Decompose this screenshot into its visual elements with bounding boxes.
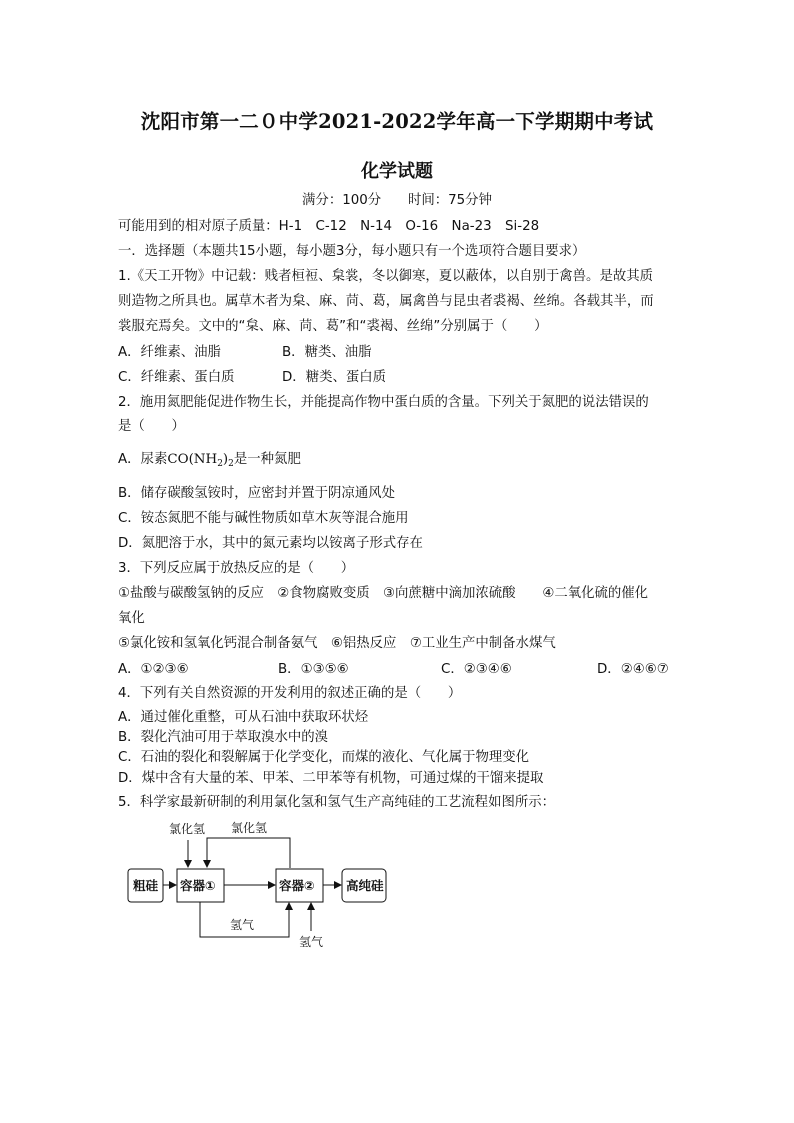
q4-option-a: A．通过催化重整，可从石油中获取环状烃	[118, 710, 369, 725]
vessel1-label: 容器①	[180, 878, 216, 893]
q2-option-b: B．储存碳酸氢铵时，应密封并置于阴凉通风处	[118, 486, 395, 501]
q2-line2: 是（ ）	[118, 419, 185, 434]
urea-formula-sub: 2	[217, 459, 223, 469]
q4-option-d: D．煤中含有大量的苯、甲苯、二甲苯等有机物，可通过煤的干馏来提取	[118, 771, 544, 786]
q2-option-a-text: 是一种氮肥	[233, 452, 301, 467]
q5-line1: 5．科学家最新研制的利用氯化氢和氢气生产高纯硅的工艺流程如图所示：	[118, 795, 556, 810]
q3-items2: ⑤氯化铵和氢氧化钙混合制备氨气 ⑥铝热反应 ⑦工业生产中制备水煤气	[118, 636, 556, 651]
q4-line1: 4．下列有关自然资源的开发利用的叙述正确的是（ ）	[118, 686, 462, 701]
q3-option-d: D．②④⑥⑦	[597, 662, 669, 677]
urea-formula-close: )	[222, 452, 229, 467]
q3-option-c: C．②③④⑥	[441, 662, 512, 677]
urea-formula-sub2: 2	[228, 459, 234, 469]
urea-formula-main: CO(NH	[167, 452, 218, 467]
q1-line1: 1.《天工开物》中记载：贱者桓裋、枲裳，冬以御寒，夏以蔽体，以自别于禽兽。是故其质	[118, 269, 654, 284]
q3-items1b: 氧化	[118, 611, 145, 626]
q1-option-a: A．纤维素、油脂	[118, 345, 221, 360]
q2-line1: 2．施用氮肥能促进作物生长，并能提高作物中蛋白质的含量。下列关于氮肥的说法错误的	[118, 395, 649, 410]
q4-option-c: C．石油的裂化和裂解属于化学变化，而煤的液化、气化属于物理变化	[118, 750, 530, 765]
q3-options	[118, 661, 669, 679]
urea-formula	[167, 452, 234, 467]
q1-options-row1	[118, 344, 372, 362]
process-flow-diagram	[125, 818, 415, 958]
recycle-hcl-arrow	[207, 838, 290, 868]
atomic-masses: 可能用到的相对原子质量：H-1 C-12 N-14 O-16 Na-23 Si-28	[118, 219, 540, 234]
recycle-hcl-label: 氯化氢	[231, 821, 268, 835]
product-label: 高纯硅	[346, 878, 384, 893]
q4-option-b: B．裂化汽油可用于萃取溴水中的溴	[118, 730, 329, 745]
q1-line3: 裳服充焉矣。文中的“枲、麻、苘、葛”和“裘褐、丝绵”分别属于（ ）	[118, 319, 548, 334]
exam-title: 沈阳市第一二０中学2021-2022学年高一下学期期中考试	[140, 110, 654, 133]
q3-items1: ①盐酸与碳酸氢钠的反应 ②食物腐败变质 ③向蔗糖中滴加浓硫酸 ④二氧化硫的催化	[118, 586, 649, 601]
q3-line1: 3．下列反应属于放热反应的是（ ）	[118, 561, 355, 576]
q2-option-a	[118, 451, 301, 473]
score-time: 满分：100分 时间：75分钟	[302, 193, 492, 208]
q3-option-b: B．①③⑤⑥	[278, 662, 349, 677]
q2-option-c: C．铵态氮肥不能与碱性物质如草木灰等混合施用	[118, 511, 409, 526]
q1-options-row2	[118, 369, 387, 387]
section-heading: 一．选择题（本题共15小题，每小题3分，每小题只有一个选项符合题目要求）	[118, 244, 586, 259]
q1-option-b: B．糖类、油脂	[282, 345, 372, 360]
q1-option-c: C．纤维素、蛋白质	[118, 370, 235, 385]
raw-silicon-label: 粗硅	[133, 878, 159, 893]
recycle-h2-label: 氢气	[230, 918, 255, 932]
exam-subject: 化学试题	[361, 161, 433, 182]
q1-option-d: D．糖类、蛋白质	[282, 370, 387, 385]
input-h2-label: 氢气	[299, 935, 324, 949]
vessel2-label: 容器②	[279, 878, 315, 893]
q3-option-a: A．①②③⑥	[118, 662, 189, 677]
q2-option-d: D．氮肥溶于水，其中的氮元素均以铵离子形式存在	[118, 536, 423, 551]
q2-option-a-label: A．尿素	[118, 452, 168, 467]
q1-line2: 则造物之所具也。属草木者为枲、麻、苘、葛，属禽兽与昆虫者裘褐、丝绵。各载其半，而	[118, 294, 654, 309]
input-hcl-label: 氯化氢	[169, 822, 206, 836]
